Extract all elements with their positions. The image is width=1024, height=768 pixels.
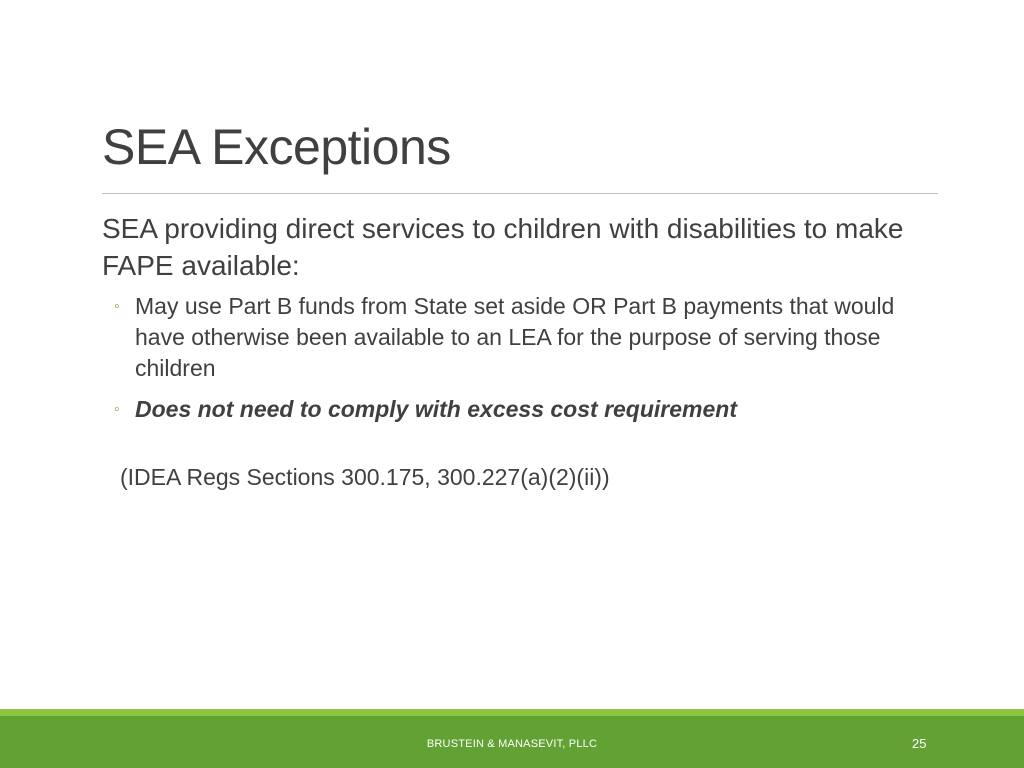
bullet-list: [102, 291, 932, 425]
bullet-text-emphasis: Does not need to comply with excess cost requirement: [135, 396, 737, 422]
footer-accent-stripe: [0, 709, 1024, 716]
slide-title: SEA Exceptions: [102, 119, 451, 175]
footer-bar: [0, 716, 1024, 768]
citation: (IDEA Regs Sections 300.175, 300.227(a)(2)(ii)): [120, 464, 610, 490]
bullet-item: [102, 394, 932, 425]
lead-paragraph: SEA providing direct services to children with disabilities to make FAPE available:: [102, 213, 904, 281]
bullet-item: [102, 291, 932, 384]
title-divider: [102, 193, 938, 194]
page-number: 25: [912, 736, 927, 751]
bullet-text: May use Part B funds from State set aside OR Part B payments that would have otherwise been available to an LEA for the purpose of serving those children: [135, 293, 895, 381]
footer-firm-name: BRUSTEIN & MANASEVIT, PLLC: [426, 738, 598, 750]
slide-body: [102, 210, 932, 435]
bullet-circle-icon: ◦: [114, 298, 120, 315]
bullet-circle-icon: ◦: [114, 401, 120, 418]
